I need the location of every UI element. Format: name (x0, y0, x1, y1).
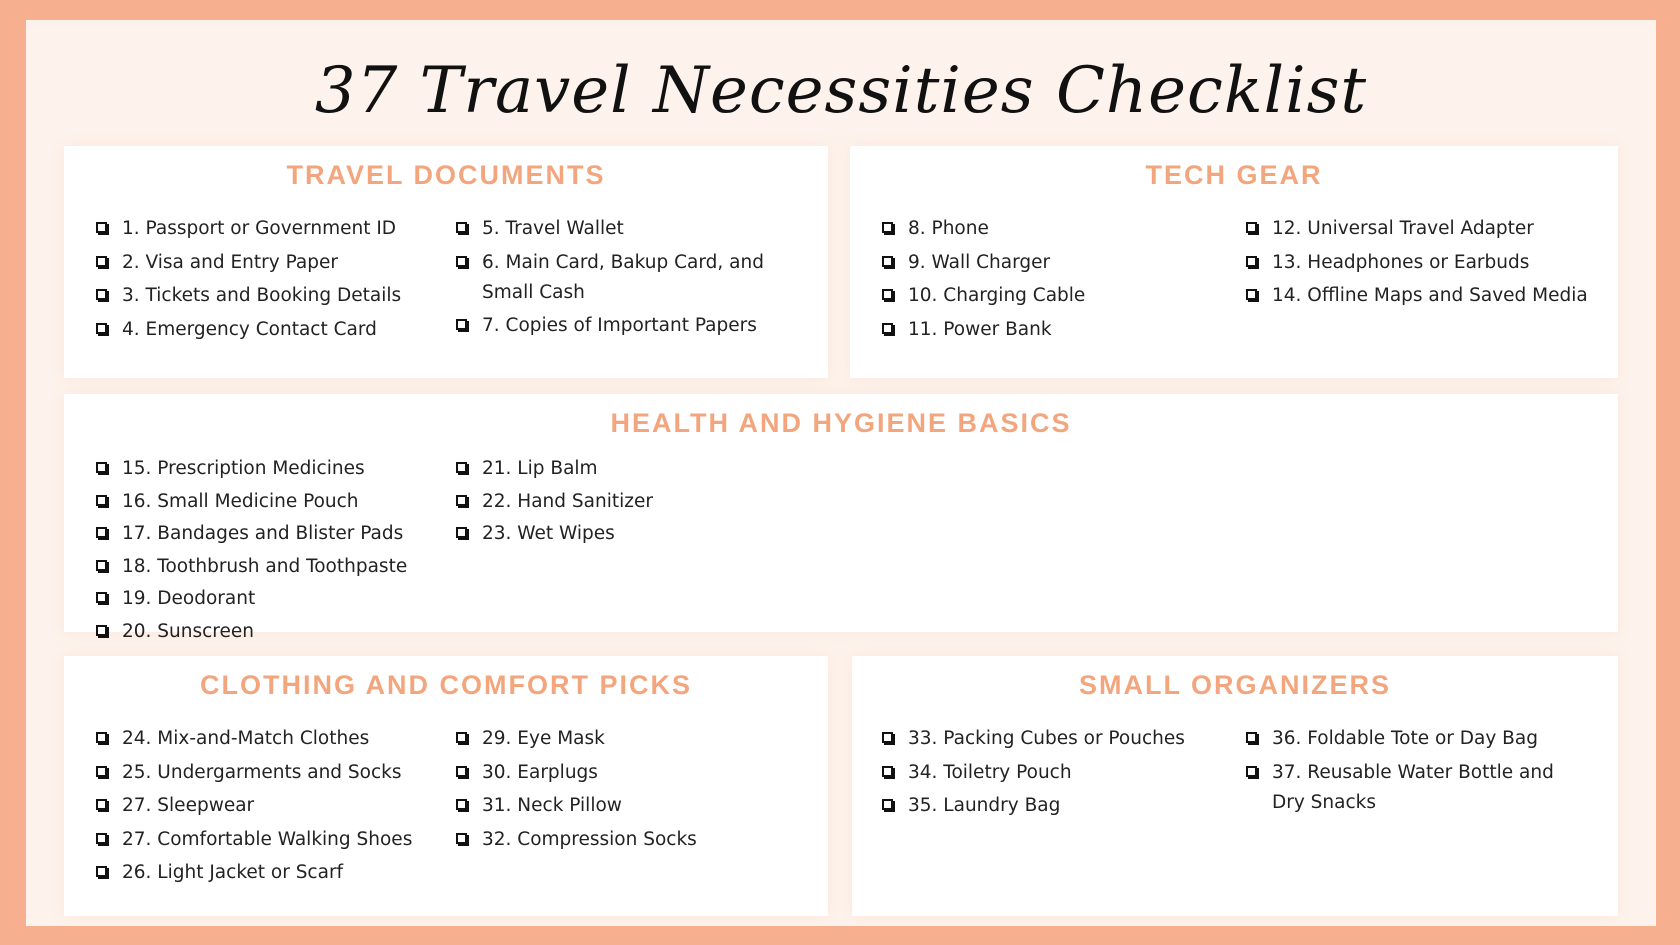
checklist-item[interactable]: 36. Foldable Tote or Day Bag (1244, 724, 1584, 754)
checklist-item[interactable]: 15. Prescription Medicines (94, 454, 424, 484)
checklist-item[interactable]: 11. Power Bank (880, 315, 1210, 345)
item-column (880, 724, 1220, 825)
checkbox-icon[interactable] (882, 289, 893, 300)
checklist-item[interactable]: 24. Mix-and-Match Clothes (94, 724, 434, 754)
checklist-item[interactable]: 10. Charging Cable (880, 281, 1210, 311)
checkbox-icon[interactable] (96, 323, 107, 334)
checklist-item[interactable]: 12. Universal Travel Adapter (1244, 214, 1614, 244)
checklist-item[interactable]: 14. Offline Maps and Saved Media (1244, 281, 1614, 311)
checkbox-icon[interactable] (882, 256, 893, 267)
checkbox-icon[interactable] (96, 495, 107, 506)
checklist-item[interactable]: 13. Headphones or Earbuds (1244, 248, 1614, 278)
item-column (454, 724, 794, 858)
checkbox-icon[interactable] (456, 256, 467, 267)
item-column (454, 214, 784, 345)
checklist-item[interactable]: 1. Passport or Government ID (94, 214, 424, 244)
checkbox-icon[interactable] (96, 527, 107, 538)
checkbox-icon[interactable] (456, 766, 467, 777)
checklist-item[interactable]: 16. Small Medicine Pouch (94, 487, 424, 517)
checklist-item[interactable]: 21. Lip Balm (454, 454, 784, 484)
section-travel-documents (64, 146, 828, 378)
checkbox-icon[interactable] (456, 732, 467, 743)
checklist-frame (26, 20, 1656, 926)
checklist-item[interactable]: 25. Undergarments and Socks (94, 758, 434, 788)
checkbox-icon[interactable] (456, 319, 467, 330)
checkbox-icon[interactable] (96, 256, 107, 267)
checkbox-icon[interactable] (456, 222, 467, 233)
checkbox-icon[interactable] (1246, 256, 1257, 267)
checkbox-icon[interactable] (1246, 222, 1257, 233)
checklist-item[interactable]: 17. Bandages and Blister Pads (94, 519, 424, 549)
checklist-item[interactable]: 27. Sleepwear (94, 791, 434, 821)
checklist-item[interactable]: 5. Travel Wallet (454, 214, 784, 244)
section-heading: TECH GEAR (1145, 160, 1323, 190)
section-heading: TRAVEL DOCUMENTS (286, 160, 606, 190)
checklist-item[interactable]: 29. Eye Mask (454, 724, 794, 754)
checklist-item[interactable]: 34. Toiletry Pouch (880, 758, 1220, 788)
item-column (94, 454, 424, 649)
checklist-item[interactable]: 3. Tickets and Booking Details (94, 281, 424, 311)
checklist-item[interactable]: 26. Light Jacket or Scarf (94, 858, 434, 888)
section-health-hygiene (64, 394, 1618, 642)
section-heading: HEALTH AND HYGIENE BASICS (610, 408, 1072, 438)
checklist-item[interactable]: 33. Packing Cubes or Pouches (880, 724, 1220, 754)
checklist-item[interactable]: 27. Comfortable Walking Shoes (94, 825, 434, 855)
checklist-item[interactable]: 22. Hand Sanitizer (454, 487, 784, 517)
checklist-item[interactable]: 35. Laundry Bag (880, 791, 1220, 821)
checkbox-icon[interactable] (96, 766, 107, 777)
item-column (94, 724, 434, 892)
checkbox-icon[interactable] (456, 799, 467, 810)
checkbox-icon[interactable] (96, 592, 107, 603)
checkbox-icon[interactable] (882, 732, 893, 743)
checkbox-icon[interactable] (96, 625, 107, 636)
section-tech-gear (850, 146, 1618, 378)
checkbox-icon[interactable] (96, 560, 107, 571)
checkbox-icon[interactable] (456, 527, 467, 538)
checkbox-icon[interactable] (1246, 289, 1257, 300)
item-column (454, 454, 784, 552)
checkbox-icon[interactable] (456, 495, 467, 506)
checkbox-icon[interactable] (456, 833, 467, 844)
checkbox-icon[interactable] (882, 766, 893, 777)
checklist-item[interactable]: 32. Compression Socks (454, 825, 794, 855)
checkbox-icon[interactable] (882, 799, 893, 810)
checkbox-icon[interactable] (882, 222, 893, 233)
checklist-item[interactable]: 30. Earplugs (454, 758, 794, 788)
checklist-item[interactable]: 4. Emergency Contact Card (94, 315, 424, 345)
item-column (1244, 724, 1584, 818)
checklist-item[interactable]: 9. Wall Charger (880, 248, 1210, 278)
checklist-item[interactable]: 6. Main Card, Bakup Card, and Small Cash (454, 248, 782, 308)
checkbox-icon[interactable] (96, 732, 107, 743)
checkbox-icon[interactable] (456, 462, 467, 473)
section-heading: SMALL ORGANIZERS (1078, 670, 1391, 700)
item-column (880, 214, 1210, 348)
section-small-organizers (852, 656, 1618, 916)
section-heading: CLOTHING AND COMFORT PICKS (200, 670, 692, 700)
checklist-item[interactable]: 37. Reusable Water Bottle and Dry Snacks (1244, 758, 1572, 818)
checkbox-icon[interactable] (96, 866, 107, 877)
checklist-item[interactable]: 8. Phone (880, 214, 1210, 244)
checklist-item[interactable]: 31. Neck Pillow (454, 791, 794, 821)
checkbox-icon[interactable] (96, 222, 107, 233)
checkbox-icon[interactable] (1246, 766, 1257, 777)
checklist-item[interactable]: 20. Sunscreen (94, 617, 424, 647)
checkbox-icon[interactable] (96, 462, 107, 473)
checklist-item[interactable]: 23. Wet Wipes (454, 519, 784, 549)
checklist-item[interactable]: 19. Deodorant (94, 584, 424, 614)
item-column (94, 214, 424, 348)
checkbox-icon[interactable] (1246, 732, 1257, 743)
checklist-item[interactable]: 18. Toothbrush and Toothpaste (94, 552, 424, 582)
checkbox-icon[interactable] (96, 799, 107, 810)
checkbox-icon[interactable] (96, 833, 107, 844)
item-column (1244, 214, 1614, 315)
checklist-item[interactable]: 7. Copies of Important Papers (454, 311, 784, 341)
checklist-item[interactable]: 2. Visa and Entry Paper (94, 248, 424, 278)
checkbox-icon[interactable] (882, 323, 893, 334)
section-clothing-comfort (64, 656, 828, 916)
page-title: 37 Travel Necessities Checklist (314, 54, 1368, 128)
checkbox-icon[interactable] (96, 289, 107, 300)
